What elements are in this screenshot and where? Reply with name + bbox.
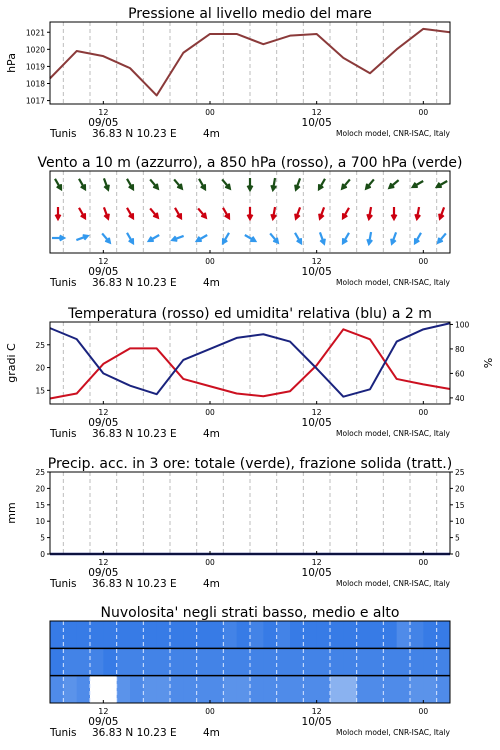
wind-arrow bbox=[319, 179, 325, 189]
cloud-cell bbox=[223, 676, 237, 703]
wind-arrow bbox=[367, 232, 372, 244]
cloud-cell bbox=[357, 648, 371, 675]
cloud-cell bbox=[183, 621, 197, 648]
cloud-cell bbox=[263, 621, 277, 648]
y-tick-label-right: 0 bbox=[455, 550, 460, 559]
cloud-cell bbox=[263, 676, 277, 703]
cloud-cell bbox=[277, 648, 291, 675]
cloud-cell bbox=[263, 648, 277, 675]
wind-arrow bbox=[271, 207, 276, 219]
cloud-cell bbox=[237, 621, 251, 648]
location-label: Tunis bbox=[50, 578, 77, 590]
time-tick-label: 00 bbox=[418, 558, 429, 567]
cloud-cell bbox=[117, 648, 131, 675]
y-axis-label: gradi C bbox=[5, 343, 18, 383]
y-tick-label: 0 bbox=[40, 550, 45, 559]
plot-frame bbox=[50, 22, 450, 104]
wind-arrow bbox=[295, 233, 301, 243]
date-label: 09/05 bbox=[88, 266, 119, 278]
wind-arrow bbox=[319, 207, 324, 218]
y-tick-label: 15 bbox=[35, 386, 45, 396]
cloud-cell bbox=[410, 621, 424, 648]
y-tick-label: 1019 bbox=[25, 62, 45, 72]
cloud-cell bbox=[370, 621, 384, 648]
cloud-panel bbox=[49, 605, 451, 739]
cloud-cell bbox=[210, 648, 224, 675]
wind-arrow bbox=[438, 233, 446, 242]
wind-arrow bbox=[437, 181, 447, 187]
cloud-cell bbox=[130, 676, 144, 703]
cloud-cell bbox=[197, 648, 211, 675]
y-tick-label: 25 bbox=[35, 468, 45, 477]
wind-arrow bbox=[223, 208, 229, 218]
wind-arrow bbox=[366, 179, 374, 188]
coords-label: 36.83 N 10.23 E bbox=[92, 128, 177, 140]
time-tick-label: 00 bbox=[418, 108, 429, 117]
wind-arrow bbox=[174, 179, 182, 188]
wind-arrow bbox=[389, 180, 398, 188]
cloud-cell bbox=[143, 621, 157, 648]
wind-arrow bbox=[127, 208, 133, 218]
coords-label: 36.83 N 10.23 E bbox=[92, 727, 177, 739]
elevation-label: 4m bbox=[203, 128, 220, 140]
wind-arrow bbox=[149, 235, 159, 241]
cloud-cell bbox=[330, 621, 344, 648]
wind-arrow bbox=[391, 232, 396, 243]
cloud-cell bbox=[383, 676, 397, 703]
y-tick-label-right: 25 bbox=[455, 468, 465, 477]
cloud-cell bbox=[90, 648, 104, 675]
date-label: 09/05 bbox=[88, 417, 119, 429]
date-label: 09/05 bbox=[88, 716, 119, 728]
wind-arrow bbox=[248, 178, 253, 190]
cloud-cell bbox=[370, 676, 384, 703]
cloud-cell bbox=[330, 676, 344, 703]
cloud-cell bbox=[370, 648, 384, 675]
wind-arrow bbox=[342, 179, 350, 188]
cloud-cell bbox=[157, 676, 171, 703]
elevation-label: 4m bbox=[203, 578, 220, 590]
credit-label: Moloch model, CNR-ISAC, Italy bbox=[336, 728, 450, 737]
location-label: Tunis bbox=[50, 428, 77, 440]
cloud-cell bbox=[437, 676, 451, 703]
wind-arrow bbox=[295, 207, 300, 218]
cloud-cell bbox=[183, 676, 197, 703]
wind-arrow bbox=[172, 236, 183, 241]
wind-arrow bbox=[199, 179, 205, 189]
pressure-panel bbox=[5, 6, 451, 140]
cloud-cell bbox=[277, 621, 291, 648]
wind-arrow bbox=[367, 207, 372, 219]
time-tick-label: 00 bbox=[205, 707, 215, 716]
wind-arrow bbox=[52, 236, 64, 241]
cloud-cell bbox=[277, 676, 291, 703]
y-tick-label: 20 bbox=[35, 484, 45, 494]
cloud-cell bbox=[170, 676, 184, 703]
location-label: Tunis bbox=[50, 277, 77, 289]
wind-arrow bbox=[76, 235, 87, 240]
wind-arrow bbox=[439, 207, 444, 218]
cloud-cell bbox=[410, 648, 424, 675]
cloud-cell bbox=[343, 676, 357, 703]
cloud-cell bbox=[130, 648, 144, 675]
cloud-cell bbox=[63, 676, 77, 703]
time-tick-label: 12 bbox=[311, 558, 322, 567]
date-label: 10/05 bbox=[301, 567, 332, 579]
cloud-cell bbox=[423, 676, 437, 703]
cloud-cell bbox=[50, 621, 64, 648]
cloud-cell bbox=[117, 676, 131, 703]
time-tick-label: 00 bbox=[418, 408, 429, 417]
time-tick-label: 00 bbox=[205, 257, 215, 266]
wind-arrow bbox=[392, 207, 397, 219]
wind-arrow bbox=[104, 178, 109, 189]
cloud-cell bbox=[357, 621, 371, 648]
cloud-cell bbox=[90, 621, 104, 648]
cloud-cell bbox=[170, 621, 184, 648]
cloud-cell bbox=[197, 621, 211, 648]
wind-arrow bbox=[271, 178, 276, 190]
cloud-cell bbox=[63, 648, 77, 675]
y-tick-label-right: 60 bbox=[455, 369, 465, 379]
time-tick-label: 12 bbox=[98, 707, 109, 716]
cloud-cell bbox=[237, 648, 251, 675]
cloud-cell bbox=[77, 676, 91, 703]
cloud-cell bbox=[103, 621, 117, 648]
y-tick-label-right: 80 bbox=[455, 344, 465, 354]
wind-arrow bbox=[150, 179, 158, 188]
credit-label: Moloch model, CNR-ISAC, Italy bbox=[336, 579, 450, 588]
coords-label: 36.83 N 10.23 E bbox=[92, 277, 177, 289]
cloud-cell bbox=[197, 676, 211, 703]
cloud-cell bbox=[250, 621, 264, 648]
cloud-cell bbox=[103, 676, 117, 703]
cloud-cell bbox=[397, 621, 411, 648]
credit-label: Moloch model, CNR-ISAC, Italy bbox=[336, 278, 450, 287]
time-tick-label: 00 bbox=[205, 558, 215, 567]
date-label: 10/05 bbox=[301, 417, 332, 429]
cloud-cell bbox=[317, 648, 331, 675]
credit-label: Moloch model, CNR-ISAC, Italy bbox=[336, 429, 450, 438]
wind-arrow bbox=[79, 208, 85, 218]
time-tick-label: 12 bbox=[311, 257, 322, 266]
time-tick-label: 00 bbox=[205, 108, 215, 117]
cloud-cell bbox=[423, 621, 437, 648]
date-label: 09/05 bbox=[88, 117, 119, 129]
y-tick-label-right: 40 bbox=[455, 393, 465, 403]
elevation-label: 4m bbox=[203, 428, 220, 440]
cloud-cell bbox=[317, 621, 331, 648]
temp-humidity-panel bbox=[5, 306, 495, 440]
cloud-cell bbox=[250, 676, 264, 703]
time-tick-label: 00 bbox=[418, 257, 429, 266]
panel-title: Pressione al livello medio del mare bbox=[128, 6, 372, 22]
cloud-cell bbox=[250, 648, 264, 675]
y-tick-label: 5 bbox=[40, 533, 45, 543]
cloud-cell bbox=[343, 648, 357, 675]
wind-arrow bbox=[127, 179, 133, 189]
cloud-cell bbox=[237, 676, 251, 703]
plot-frame bbox=[50, 322, 450, 404]
cloud-cell bbox=[303, 648, 317, 675]
cloud-cell bbox=[50, 648, 64, 675]
y-axis-label: mm bbox=[5, 502, 18, 524]
y-axis-label-right: % bbox=[482, 357, 495, 369]
elevation-label: 4m bbox=[203, 727, 220, 739]
y-tick-label: 1017 bbox=[25, 96, 45, 106]
wind-arrow bbox=[415, 233, 421, 243]
precip-panel bbox=[5, 456, 465, 590]
wind-arrow bbox=[104, 207, 109, 218]
y-tick-label-right: 5 bbox=[455, 533, 460, 543]
y-tick-label: 20 bbox=[35, 363, 45, 373]
cloud-cell bbox=[157, 621, 171, 648]
wind-arrow bbox=[320, 232, 325, 243]
time-tick-label: 12 bbox=[98, 108, 109, 117]
y-tick-label: 15 bbox=[35, 500, 45, 510]
time-tick-label: 12 bbox=[311, 408, 322, 417]
wind-arrow bbox=[127, 233, 133, 243]
cloud-cell bbox=[423, 648, 437, 675]
cloud-cell bbox=[143, 648, 157, 675]
panel-title: Nuvolosita' negli strati basso, medio e alto bbox=[100, 605, 400, 621]
coords-label: 36.83 N 10.23 E bbox=[92, 428, 177, 440]
wind-arrow bbox=[197, 235, 207, 241]
wind-arrow bbox=[175, 208, 181, 218]
time-tick-label: 12 bbox=[311, 707, 322, 716]
cloud-cell bbox=[77, 648, 91, 675]
y-tick-label: 25 bbox=[35, 340, 45, 350]
plot-frame bbox=[50, 472, 450, 554]
cloud-cell bbox=[397, 648, 411, 675]
location-label: Tunis bbox=[50, 727, 77, 739]
coords-label: 36.83 N 10.23 E bbox=[92, 578, 177, 590]
y-tick-label: 1020 bbox=[25, 45, 45, 55]
wind-arrow bbox=[248, 207, 253, 219]
date-label: 10/05 bbox=[301, 266, 332, 278]
cloud-cell bbox=[330, 648, 344, 675]
cloud-cell bbox=[223, 621, 237, 648]
wind-arrow bbox=[295, 178, 300, 189]
cloud-cell bbox=[303, 621, 317, 648]
wind-arrow bbox=[343, 208, 349, 218]
y-tick-label-right: 15 bbox=[455, 500, 465, 510]
wind-arrow bbox=[55, 179, 61, 189]
wind-arrow bbox=[413, 181, 423, 187]
y-axis-label: hPa bbox=[5, 53, 18, 73]
cloud-cell bbox=[210, 621, 224, 648]
cloud-cell bbox=[397, 676, 411, 703]
cloud-cell bbox=[357, 676, 371, 703]
cloud-cell bbox=[183, 648, 197, 675]
wind-arrow bbox=[415, 207, 420, 219]
cloud-cell bbox=[290, 621, 304, 648]
cloud-cell bbox=[410, 676, 424, 703]
wind-arrow bbox=[150, 208, 158, 217]
cloud-cell bbox=[130, 621, 144, 648]
date-label: 10/05 bbox=[301, 716, 332, 728]
cloud-cell bbox=[317, 676, 331, 703]
cloud-cell bbox=[157, 648, 171, 675]
y-tick-label: 10 bbox=[35, 517, 45, 527]
cloud-cell bbox=[117, 621, 131, 648]
cloud-cell bbox=[383, 648, 397, 675]
cloud-cell bbox=[343, 621, 357, 648]
panel-title: Precip. acc. in 3 ore: totale (verde), frazione solida (tratt.) bbox=[47, 456, 453, 472]
cloud-cell bbox=[290, 676, 304, 703]
elevation-label: 4m bbox=[203, 277, 220, 289]
time-tick-label: 00 bbox=[205, 408, 215, 417]
cloud-cell bbox=[90, 676, 104, 703]
date-label: 10/05 bbox=[301, 117, 332, 129]
cloud-cell bbox=[77, 621, 91, 648]
wind-arrow bbox=[79, 179, 85, 189]
cloud-cell bbox=[383, 621, 397, 648]
cloud-cell bbox=[103, 648, 117, 675]
cloud-cell bbox=[210, 676, 224, 703]
time-tick-label: 12 bbox=[98, 558, 109, 567]
cloud-cell bbox=[63, 621, 77, 648]
y-tick-label-right: 20 bbox=[455, 484, 465, 494]
wind-panel bbox=[37, 155, 462, 289]
panel-title: Vento a 10 m (azzurro), a 850 hPa (rosso), a 700 hPa (verde) bbox=[37, 155, 463, 171]
y-tick-label: 1021 bbox=[25, 28, 45, 38]
cloud-cell bbox=[143, 676, 157, 703]
time-tick-label: 12 bbox=[311, 108, 322, 117]
y-tick-label: 1018 bbox=[25, 79, 45, 89]
cloud-cell bbox=[437, 621, 451, 648]
cloud-cell bbox=[290, 648, 304, 675]
wind-arrow bbox=[223, 233, 229, 243]
time-tick-label: 00 bbox=[418, 707, 429, 716]
time-tick-label: 12 bbox=[98, 257, 109, 266]
wind-arrow bbox=[56, 207, 61, 219]
cloud-cell bbox=[50, 676, 64, 703]
location-label: Tunis bbox=[50, 128, 77, 140]
wind-arrow bbox=[102, 233, 110, 242]
panel-title: Temperatura (rosso) ed umidita' relativa (blu) a 2 m bbox=[68, 306, 432, 322]
date-label: 09/05 bbox=[88, 567, 119, 579]
cloud-cell bbox=[170, 648, 184, 675]
time-tick-label: 12 bbox=[98, 408, 109, 417]
cloud-cell bbox=[223, 648, 237, 675]
y-tick-label-right: 100 bbox=[455, 320, 470, 330]
cloud-cell bbox=[303, 676, 317, 703]
credit-label: Moloch model, CNR-ISAC, Italy bbox=[336, 129, 450, 138]
wind-arrow bbox=[198, 208, 206, 217]
wind-arrow bbox=[343, 233, 349, 243]
cloud-cell bbox=[437, 648, 451, 675]
y-tick-label-right: 10 bbox=[455, 517, 465, 527]
